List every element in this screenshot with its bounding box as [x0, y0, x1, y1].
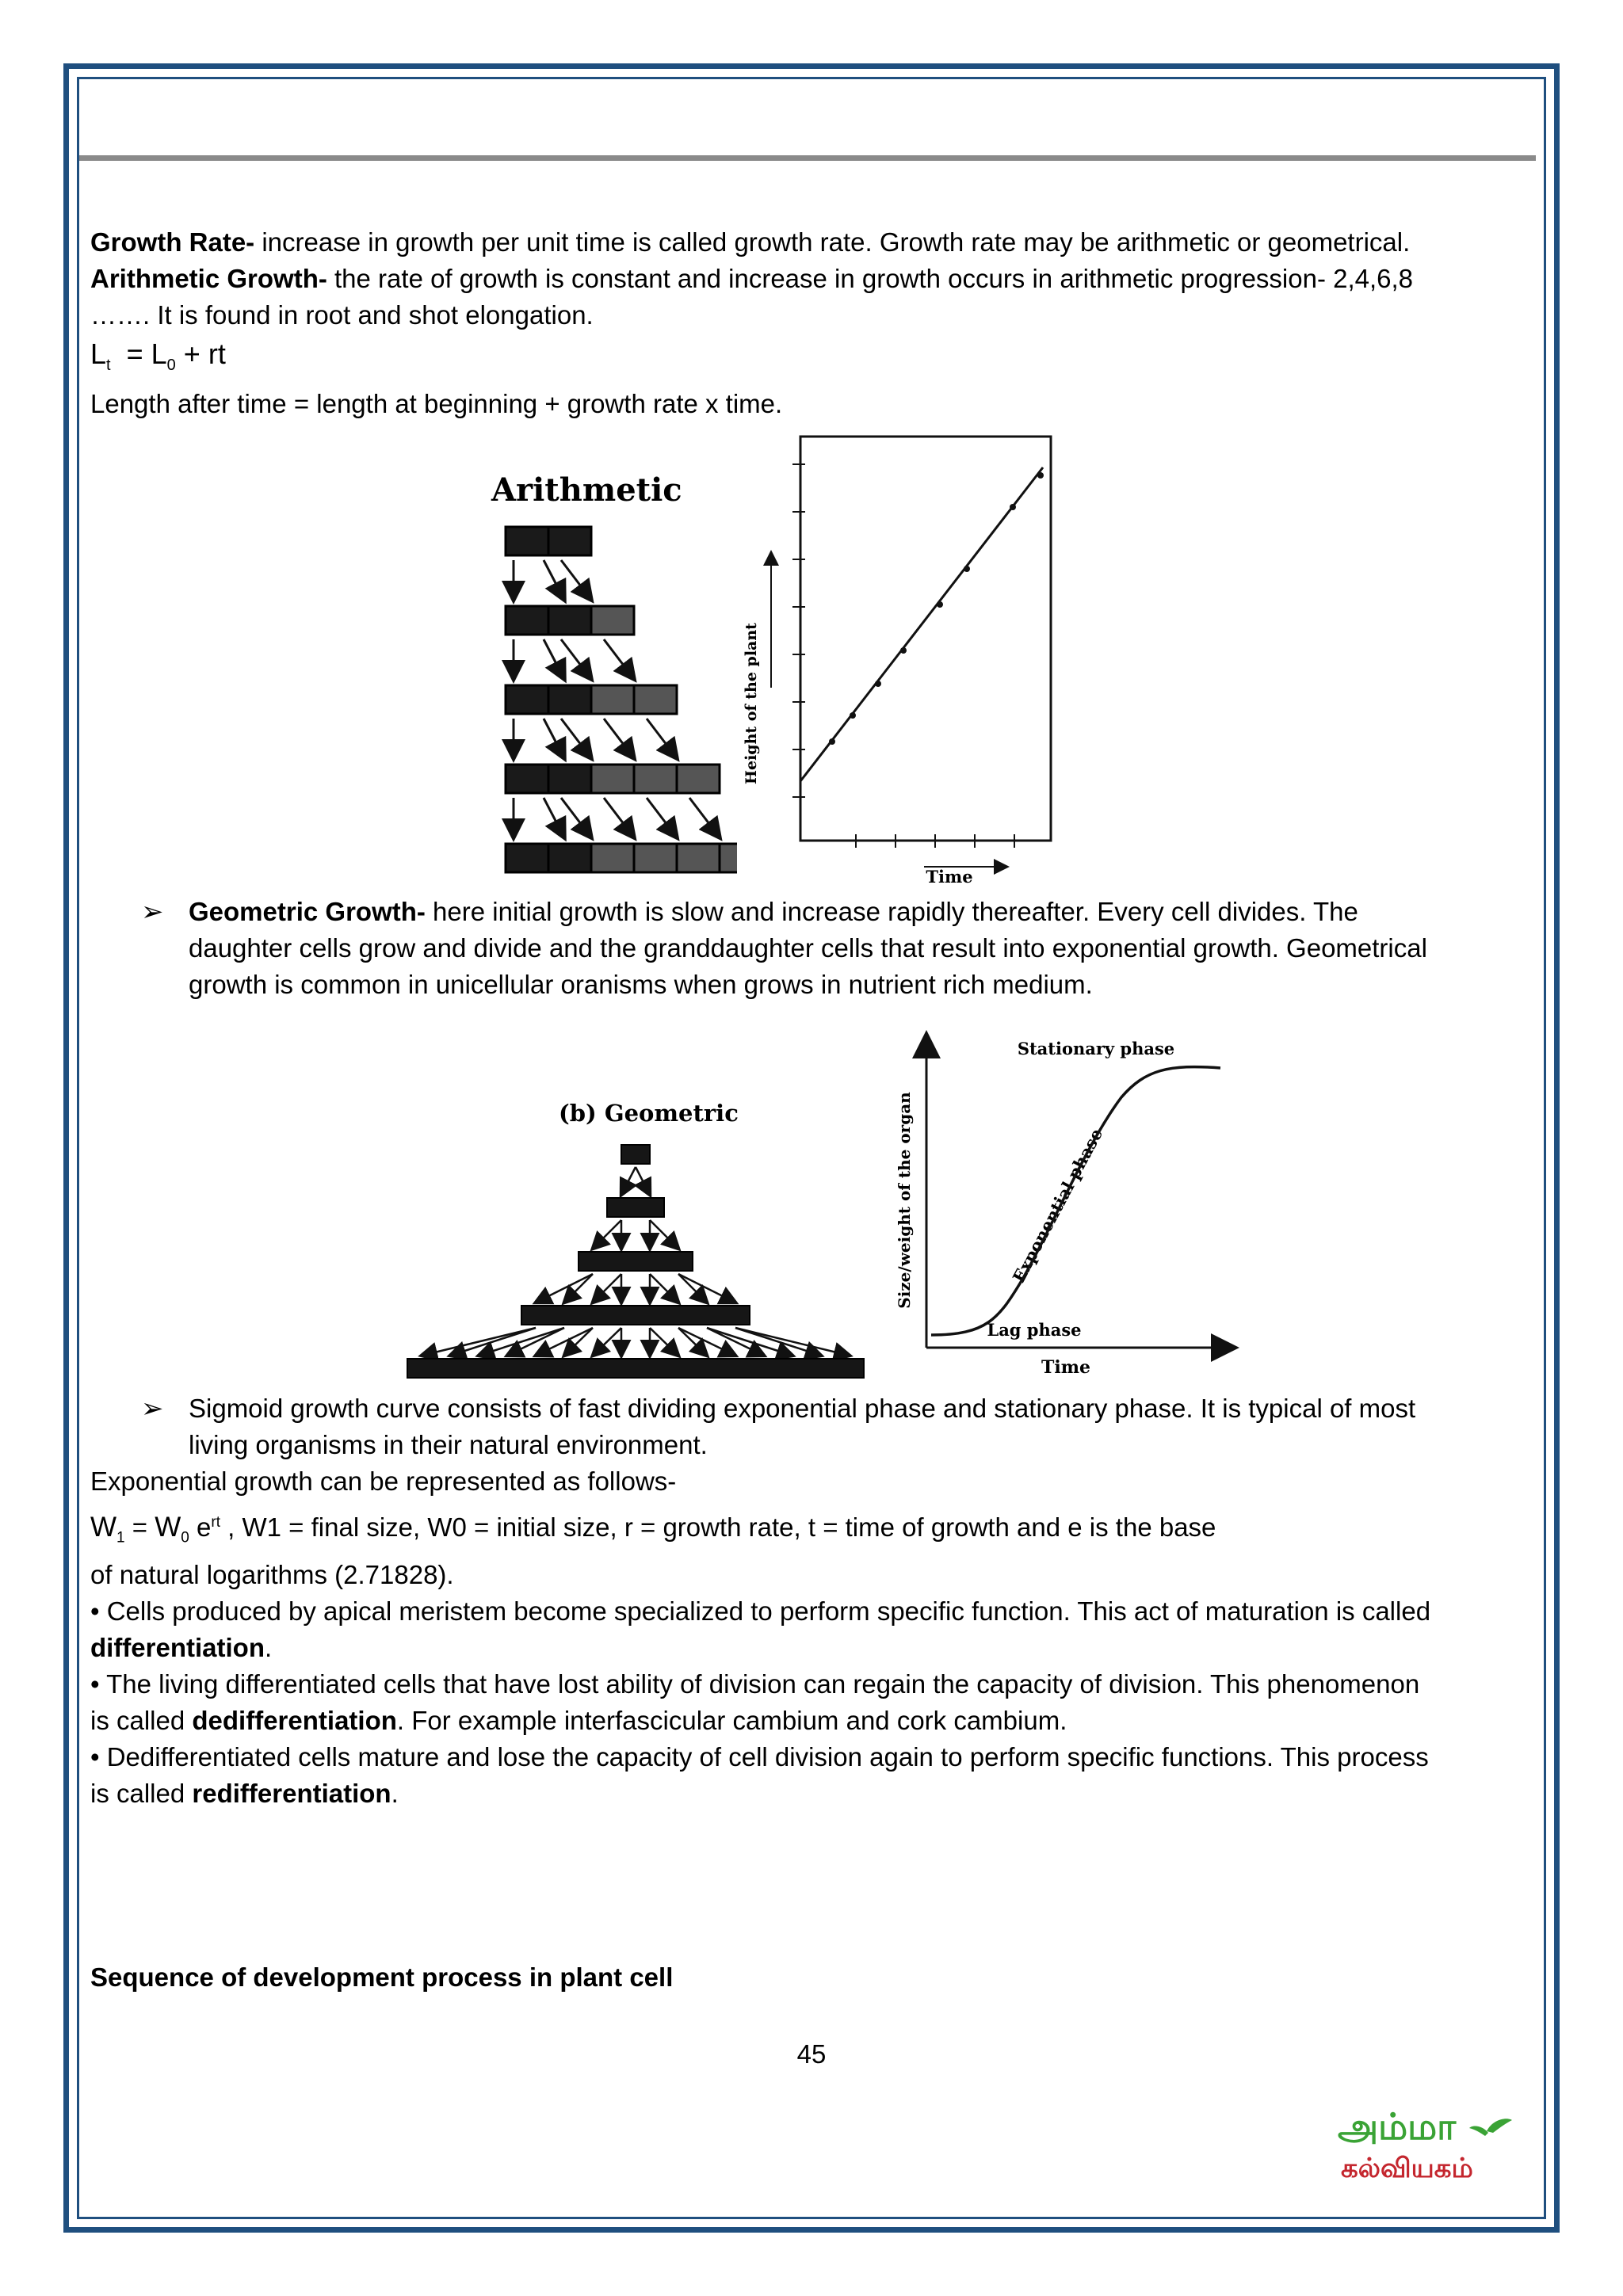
- sigmoid-curve: [931, 1067, 1220, 1335]
- geo-arrow: [678, 1274, 707, 1302]
- length-desc: Length after time = length at beginning + growth rate x time.: [90, 389, 783, 419]
- arith-cell: [548, 844, 591, 872]
- arith-cell: [591, 685, 634, 714]
- geo-arrow: [650, 1328, 678, 1356]
- arith-cell: [506, 685, 548, 714]
- arith-cell: [591, 844, 634, 872]
- bullet-arrow-icon: ➢: [141, 897, 164, 927]
- sig-xlabel: Time: [1041, 1357, 1091, 1378]
- arith-arrow: [561, 719, 591, 758]
- geo-arrow: [678, 1274, 735, 1302]
- arith-xlabel: Time: [926, 867, 973, 887]
- geo-term: Geometric Growth-: [189, 897, 426, 926]
- geometric-cell-diagram: [400, 1097, 876, 1379]
- expo-intro: Exponential growth can be represented as follows-: [90, 1466, 677, 1496]
- sig-stationary-label: Stationary phase: [1017, 1039, 1175, 1058]
- arith-formula: $L_t = L_0$ + rt: [90, 338, 226, 375]
- arith-growth-cont: ……. It is found in root and shot elongation.: [90, 300, 594, 330]
- geometric-section: [90, 894, 1525, 1003]
- geo-arrow: [678, 1328, 707, 1356]
- arith-arrow: [647, 798, 677, 837]
- arith-arrow: [647, 719, 677, 758]
- header-rule: [79, 155, 1536, 161]
- sequence-heading: Sequence of development process in plant cell: [90, 1962, 674, 1992]
- arith-arrow: [544, 639, 564, 679]
- arith-ticks: [792, 464, 1014, 848]
- redifferentiation-term: redifferentiation: [192, 1778, 391, 1808]
- arithmetic-growth-chart: [737, 434, 1117, 890]
- geo-arrow: [536, 1274, 593, 1302]
- arith-cell: [634, 765, 677, 793]
- geo-arrow: [678, 1328, 735, 1356]
- arith-arrow: [544, 798, 564, 837]
- geo-arrow: [636, 1167, 650, 1195]
- growth-rate-line: [90, 224, 1525, 261]
- arith-arrow: [604, 639, 634, 679]
- geo-arrow: [564, 1328, 593, 1356]
- arith-cell: [506, 606, 548, 635]
- arith-cell: [506, 765, 548, 793]
- geo-arrow: [564, 1274, 593, 1302]
- page-content: [90, 224, 1525, 422]
- arith-cell: [677, 844, 720, 872]
- arith-cell: [720, 844, 737, 872]
- arith-arrow: [544, 719, 564, 758]
- geo-arrow: [650, 1274, 678, 1302]
- arith-cell: [506, 844, 548, 872]
- arith-growth-desc: the rate of growth is constant and increase in growth occurs in arithmetic progression- 2,4,6,8: [327, 264, 1414, 293]
- arith-growth-line: [90, 261, 1525, 297]
- geo-arrow: [593, 1328, 621, 1356]
- dedifferentiation-term: dedifferentiation: [192, 1705, 397, 1735]
- arith-cell: [548, 765, 591, 793]
- arith-cell: [634, 844, 677, 872]
- geo-arrow: [593, 1220, 621, 1249]
- page-number: 45: [796, 2039, 827, 2069]
- logo-line1: அம்மா: [1338, 2105, 1457, 2148]
- arith-cell: [677, 765, 720, 793]
- geometric-bullet: ➢ Geometric Growth- here initial growth is slow and increase rapidly thereafter. Every cell divides. The daughter cells grow and divide and the granddaughter cells that result into exponential growth. Geometrical growth is common in unicellular oranisms when grows in nutrient rich medium.: [90, 894, 1525, 1003]
- arith-arrow: [604, 719, 634, 758]
- arith-arrow: [689, 798, 720, 837]
- arith-rows: [506, 527, 737, 872]
- geo-cell-row: [607, 1198, 664, 1217]
- growth-rate-term: Growth Rate-: [90, 227, 255, 257]
- geo-arrow: [621, 1167, 636, 1195]
- expo-formula-line: $W_1 = W_0$ $e^{rt}$ , W1 = final size, W0 = initial size, r = growth rate, t = time of growth and e is the base: [90, 1512, 1216, 1547]
- geo-title: (b) Geometric: [559, 1100, 739, 1127]
- sig-ylabel: Size/weight of the organ: [895, 1092, 914, 1309]
- bullet-arrow-icon-2: ➢: [141, 1394, 164, 1424]
- arith-trend-line: [800, 467, 1043, 781]
- arith-arrow: [604, 798, 634, 837]
- logo-line2: கல்வியகம்: [1341, 2153, 1473, 2184]
- differentiation-term: differentiation: [90, 1632, 265, 1662]
- arith-cell: [548, 685, 591, 714]
- amma-kalviyagam-logo: [1331, 2100, 1515, 2188]
- geo-arrow: [536, 1328, 593, 1356]
- sig-exponential-label: Exponential phase: [1008, 1125, 1107, 1286]
- arith-title: Arithmetic: [491, 471, 682, 509]
- arithmetic-cell-diagram: [475, 460, 737, 879]
- geo-cell-row: [621, 1145, 650, 1164]
- geo-cell-row: [407, 1359, 864, 1378]
- arith-arrow: [544, 560, 564, 600]
- geo-arrow: [650, 1220, 678, 1249]
- geo-cell-row: [579, 1252, 693, 1271]
- arith-cell: [506, 527, 548, 555]
- arith-cell: [634, 685, 677, 714]
- geo-arrow: [593, 1274, 621, 1302]
- arith-ylabel: Height of the plant: [743, 623, 760, 784]
- sigmoid-bullet: ➢ Sigmoid growth curve consists of fast dividing exponential phase and stationary phase. It is typical of most living organisms in their natural environment.: [90, 1390, 1525, 1463]
- leaf-icon: [1487, 2119, 1512, 2133]
- arith-arrow: [561, 798, 591, 837]
- lower-section: ➢ Sigmoid growth curve consists of fast dividing exponential phase and stationary phase. It is typical of most living organisms in their natural environment. Exponential growth can be represented as follows- $W_1 = W_0$ $e^{rt}$ , W1 = final size, W0 = initial size, r = growth rate, t = time of growth and e is the base of natural logarithms (2.71828). • Cells produced by apical meristem become specialized to perform specific function. This act of maturation is called differentiation. • The living differentiated cells that have lost ability of division can regain the capacity of division. This phenomenon is called dedifferentiation. For example interfascicular cambium and cork cambium. • Dedifferentiated cells mature and lose the capacity of cell division again to perform specific functions. This process is called redifferentiation. Sequence of development process in plant cell: [90, 1390, 1525, 1996]
- sigmoid-growth-chart: [884, 1026, 1256, 1386]
- geo-rows: [407, 1145, 864, 1378]
- leaf-icon-2: [1469, 2126, 1488, 2136]
- geo-cell-row: [521, 1306, 750, 1325]
- arith-arrow: [561, 639, 591, 679]
- growth-rate-desc: increase in growth per unit time is called growth rate. Growth rate may be arithmetic or geometrical.: [254, 227, 1411, 257]
- arith-arrow: [561, 560, 591, 600]
- sig-lag-label: Lag phase: [987, 1320, 1082, 1340]
- arith-cell: [548, 527, 591, 555]
- arith-growth-term: Arithmetic Growth-: [90, 264, 327, 293]
- arith-cell: [591, 765, 634, 793]
- arith-cell: [548, 606, 591, 635]
- arith-cell: [591, 606, 634, 635]
